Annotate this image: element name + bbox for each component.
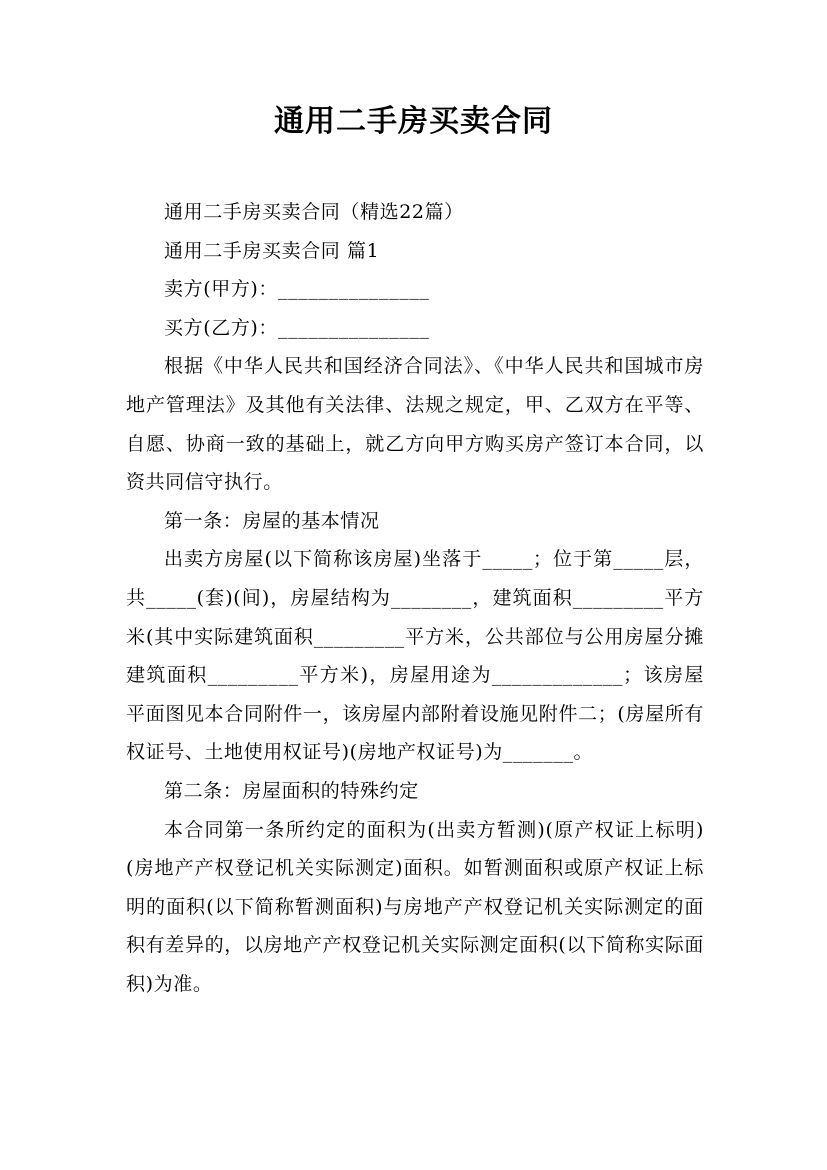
document-title: 通用二手房买卖合同 bbox=[274, 104, 553, 139]
paragraph-seller: 卖方(甲方)：_______________ bbox=[164, 278, 430, 301]
paragraph-article-1-body: 出卖方房屋(以下简称该房屋)坐落于_____；位于第_____层，共_____(套)(间)，房屋结构为________，建筑面积_________平方米(其中实际建筑面积_________平方米，公共部位与公用房屋分摊建筑面积_________平方米)，房屋用途为_____________；该房屋平面图见本合同附件一，该房屋内部附着设施见附件二；(房屋所有权证号、土地使用权证号)(房地产权证号)为_______。 bbox=[126, 548, 704, 764]
paragraph-buyer: 买方(乙方)：_______________ bbox=[164, 316, 430, 339]
document-body bbox=[126, 193, 704, 1003]
paragraph-article-1-heading: 第一条：房屋的基本情况 bbox=[164, 509, 380, 532]
paragraph-article-2-heading: 第二条：房屋面积的特殊约定 bbox=[164, 779, 419, 802]
paragraph-subtitle: 通用二手房买卖合同（精选22篇） bbox=[164, 201, 464, 223]
paragraph-section-heading: 通用二手房买卖合同 篇1 bbox=[164, 239, 380, 262]
paragraph-preamble: 根据《中华人民共和国经济合同法》、《中华人民共和国城市房地产管理法》及其他有关法律、法规之规定，甲、乙双方在平等、自愿、协商一致的基础上，就乙方向甲方购买房产签订本合同，以资共同信守执行。 bbox=[126, 355, 704, 494]
paragraph-article-2-body: 本合同第一条所约定的面积为(出卖方暂测)(原产权证上标明)(房地产产权登记机关实际测定)面积。如暂测面积或原产权证上标明的面积(以下简称暂测面积)与房地产产权登记机关实际测定的面积有差异的，以房地产产权登记机关实际测定面积(以下简称实际面积)为准。 bbox=[126, 818, 704, 995]
